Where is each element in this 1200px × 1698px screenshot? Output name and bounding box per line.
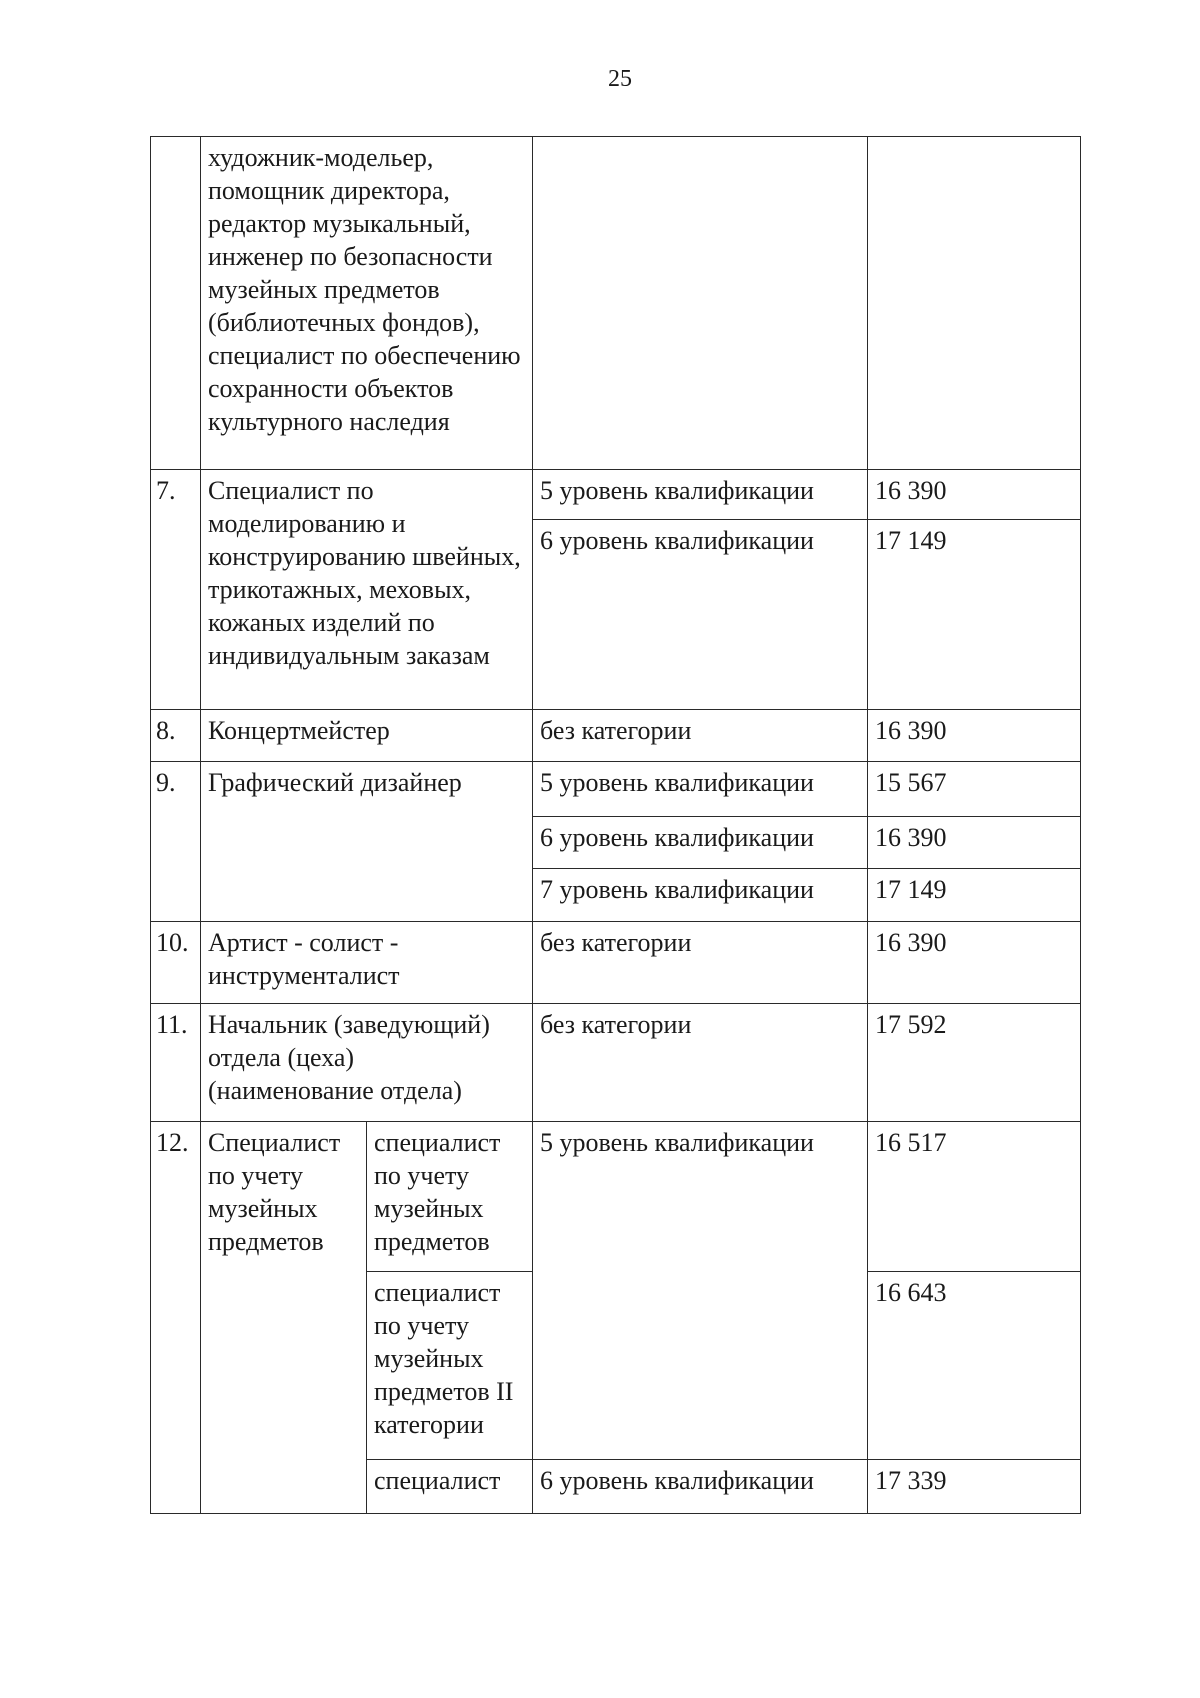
cell-salary: 17 592 [868, 1004, 1081, 1122]
table-row-7 [151, 470, 1081, 520]
table-row-10 [151, 922, 1081, 1004]
cell-qual: без категории [533, 1004, 868, 1122]
cell-title: Графический дизайнер [201, 762, 533, 922]
cell-qual: 7 уровень квалификации [533, 869, 868, 922]
cell-salary: 16 643 [868, 1272, 1081, 1460]
cell-qual: 6 уровень квалификации [533, 1460, 868, 1514]
table-row-continuation [151, 137, 1081, 470]
cell-title: Начальник (заведующий) отдела (цеха) (наименование отдела) [201, 1004, 533, 1122]
cell-salary: 17 149 [868, 869, 1081, 922]
cell-salary: 16 390 [868, 817, 1081, 869]
cell-num-empty [151, 137, 201, 470]
cell-qual: без категории [533, 710, 868, 762]
cell-salary-empty [868, 137, 1081, 470]
cell-subtitle: специалист [367, 1460, 533, 1514]
cell-salary: 16 390 [868, 922, 1081, 1004]
cell-title: Артист - солист - инструменталист [201, 922, 533, 1004]
page-number: 25 [608, 66, 632, 92]
cell-qual: 6 уровень квалификации [533, 817, 868, 869]
cell-qual: 6 уровень квалификации [533, 520, 868, 710]
cell-num: 11. [151, 1004, 201, 1122]
table-row-9 [151, 762, 1081, 817]
cell-num: 12. [151, 1122, 201, 1514]
cell-qual: 5 уровень квалификации [533, 762, 868, 817]
table-row-8 [151, 710, 1081, 762]
cell-title: Специалист по моделированию и конструированию швейных, трикотажных, меховых, кожаных изделий по индивидуальным заказам [201, 470, 533, 710]
cell-title: Концертмейстер [201, 710, 533, 762]
cell-salary: 16 390 [868, 470, 1081, 520]
cell-qual: без категории [533, 922, 868, 1004]
cell-salary: 16 517 [868, 1122, 1081, 1272]
table-row-12 [151, 1122, 1081, 1272]
cell-num: 8. [151, 710, 201, 762]
salary-table [150, 136, 1081, 1514]
cell-title: Специалист по учету музейных предметов [201, 1122, 367, 1514]
cell-salary: 15 567 [868, 762, 1081, 817]
cell-qual: 5 уровень квалификации [533, 470, 868, 520]
cell-num: 10. [151, 922, 201, 1004]
cell-salary: 16 390 [868, 710, 1081, 762]
cell-num: 7. [151, 470, 201, 710]
cell-subtitle: специалист по учету музейных предметов II категории [367, 1272, 533, 1460]
cell-qual-empty [533, 137, 868, 470]
cell-title: художник-модельер, помощник директора, редактор музыкальный, инженер по безопасности музейных предметов (библиотечных фондов), специалист по обеспечению сохранности объектов культурного наследия [201, 137, 533, 470]
cell-salary: 17 339 [868, 1460, 1081, 1514]
cell-salary: 17 149 [868, 520, 1081, 710]
cell-qual: 5 уровень квалификации [533, 1122, 868, 1460]
table-row-11 [151, 1004, 1081, 1122]
cell-num: 9. [151, 762, 201, 922]
cell-subtitle: специалист по учету музейных предметов [367, 1122, 533, 1272]
